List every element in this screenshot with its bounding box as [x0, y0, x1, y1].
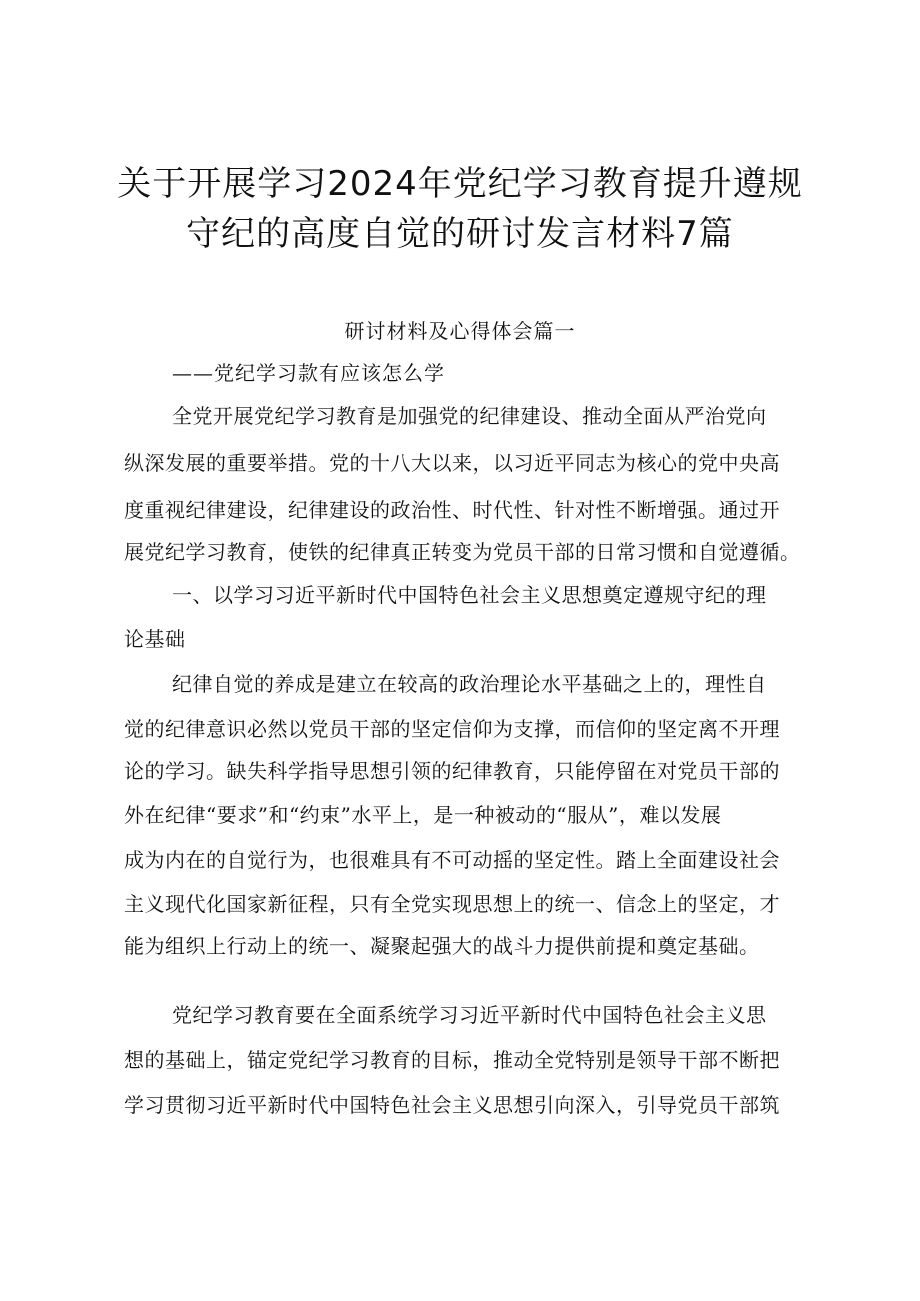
paragraph-3-line: 学习贯彻习近平新时代中国特色社会主义思想引向深入，引导党员干部筑	[124, 1093, 780, 1117]
paragraph-2-line: 外在纪律“要求”和“约束”水平上，是一种被动的“服从”，难以发展	[124, 803, 722, 827]
section-title: 研讨材料及心得体会篇一	[344, 319, 576, 343]
paragraph-1-line: 展党纪学习教育，使铁的纪律真正转变为党员干部的日常习惯和自觉遵循。	[124, 540, 801, 564]
paragraph-1-line: 度重视纪律建设，纪律建设的政治性、时代性、针对性不断增强。通过开	[124, 498, 780, 522]
heading-1-line: 一、以学习习近平新时代中国特色社会主义思想奠定遵规守纪的理	[172, 583, 767, 607]
paragraph-3-line: 党纪学习教育要在全面系统学习习近平新时代中国特色社会主义思	[172, 1003, 767, 1027]
paragraph-2-line: 能为组织上行动上的统一、凝聚起强大的战斗力提供前提和奠定基础。	[124, 934, 760, 958]
paragraph-1-line: 全党开展党纪学习教育是加强党的纪律建设、推动全面从严治党向	[172, 404, 767, 428]
heading-1-line: 论基础	[124, 627, 186, 651]
document-title-line-1: 关于开展学习2024年党纪学习教育提升遵规	[117, 164, 803, 204]
document-title-line-2: 守纪的高度自觉的研讨发言材料7篇	[186, 214, 734, 254]
paragraph-1-line: 纵深发展的重要举措。党的十八大以来，以习近平同志为核心的党中央高	[124, 451, 780, 475]
paragraph-2-line: 主义现代化国家新征程，只有全党实现思想上的统一、信念上的坚定，才	[124, 892, 780, 916]
paragraph-3-line: 想的基础上，锚定党纪学习教育的目标，推动全党特别是领导干部不断把	[124, 1048, 780, 1072]
paragraph-2-line: 纪律自觉的养成是建立在较高的政治理论水平基础之上的，理性自	[172, 672, 767, 696]
paragraph-2-line: 觉的纪律意识必然以党员干部的坚定信仰为支撑，而信仰的坚定离不开理	[124, 717, 780, 741]
paragraph-2-line: 成为内在的自觉行为，也很难具有不可动摇的坚定性。踏上全面建设社会	[124, 848, 780, 872]
section-subtitle: ——党纪学习款有应该怎么学	[172, 361, 445, 385]
paragraph-2-line: 论的学习。缺失科学指导思想引领的纪律教育，只能停留在对党员干部的	[124, 759, 780, 783]
